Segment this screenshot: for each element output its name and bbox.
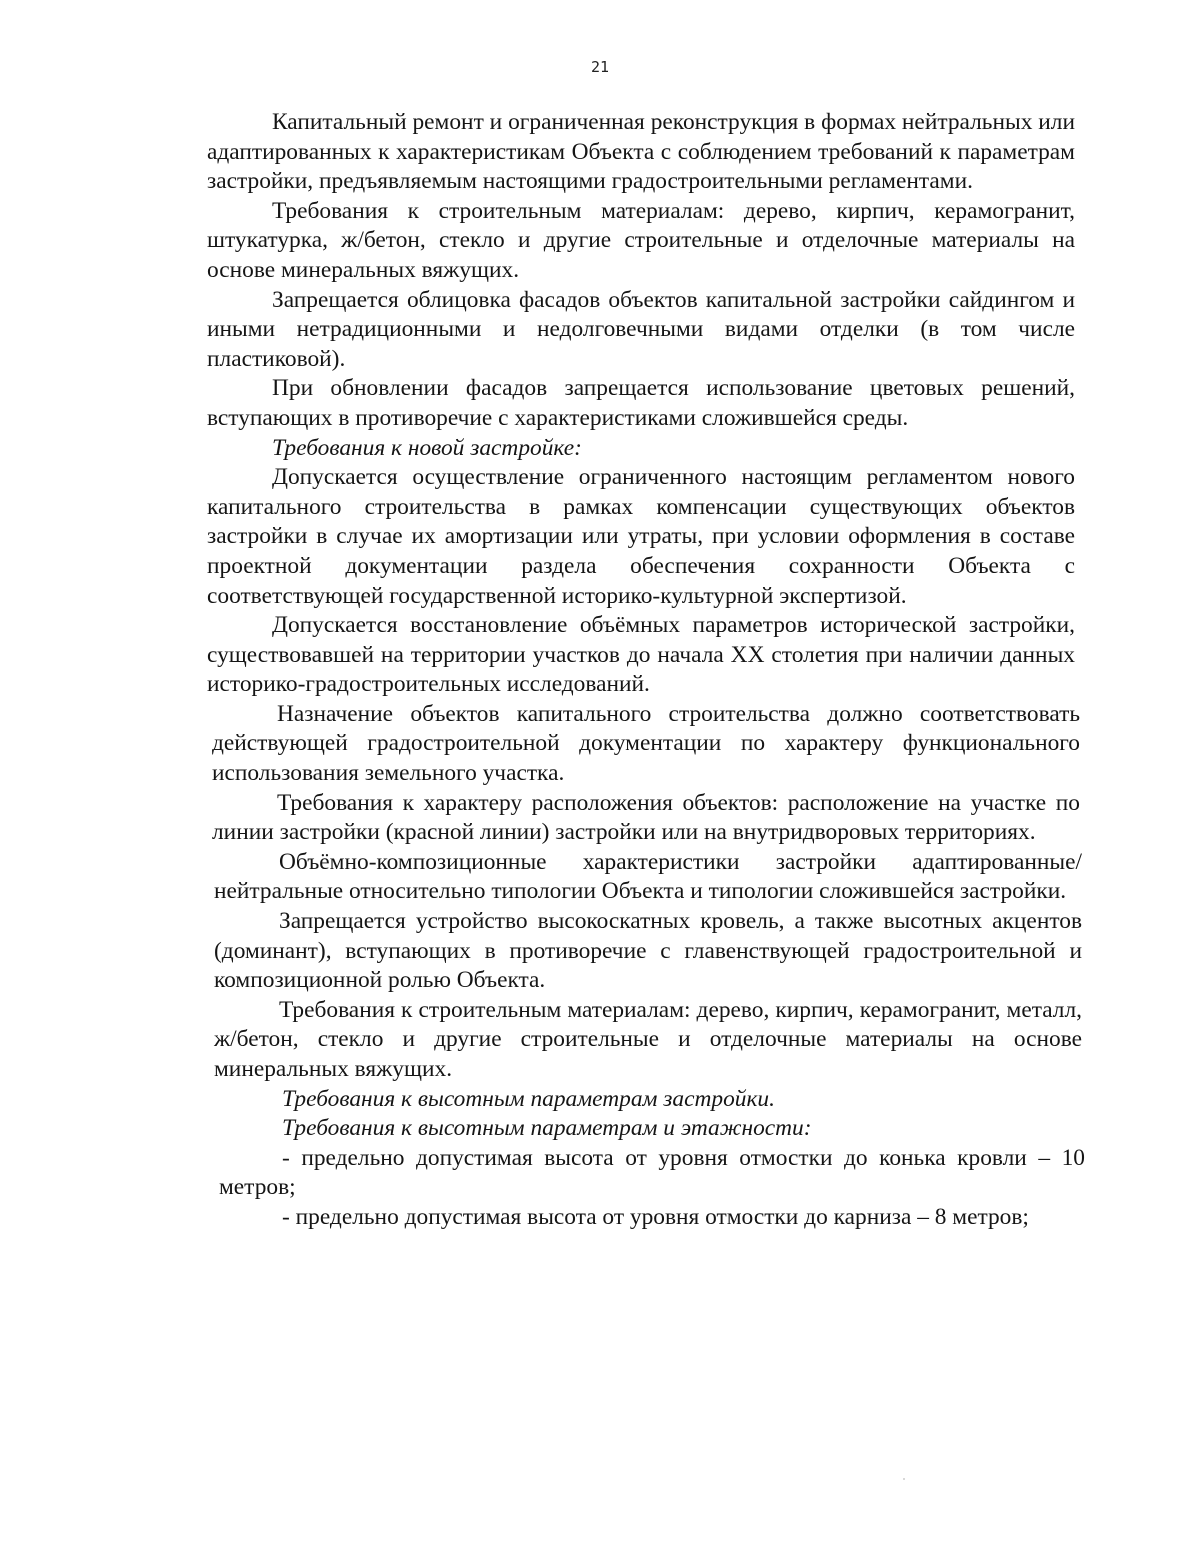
- document-body: [207, 108, 1085, 1233]
- scan-speck: [903, 1478, 905, 1480]
- paragraph-placement: Требования к характеру расположения объектов: расположение на участке по линии застройки (красной линии) застройки или на внутридворовых территориях.: [212, 789, 1080, 846]
- paragraph-capital-repair: Капитальный ремонт и ограниченная реконструкция в формах нейтральных или адаптированных к характеристикам Объекта с соблюдением требований к параметрам застройки, предъявляемым настоящими градостроительными регламентами.: [207, 109, 1075, 195]
- paragraph-purpose: Назначение объектов капитального строительства должно соответствовать действующей градостроительной документации по характеру функционального использования земельного участка.: [212, 700, 1080, 787]
- paragraph-facade-cladding-ban: Запрещается облицовка фасадов объектов капитальной застройки сайдингом и иными нетрадиционными и недолговечными видами отделки (в том числе пластиковой).: [207, 286, 1075, 372]
- paragraph-new-materials: Требования к строительным материалам: дерево, кирпич, керамогранит, металл, ж/бетон, стекло и другие строительные и отделочные материалы на основе минеральных вяжущих.: [214, 996, 1082, 1082]
- paragraph-color-solutions: При обновлении фасадов запрещается использование цветовых решений, вступающих в противоречие с характеристиками сложившейся среды.: [207, 375, 1075, 431]
- paragraph-volume-restoration: Допускается восстановление объёмных параметров исторической застройки, существовавшей на территории участков до начала XX столетия при наличии данных историко-градостроительных исследований.: [207, 612, 1075, 698]
- heading-height-parameters: Требования к высотным параметрам застройки.: [282, 1085, 775, 1112]
- paragraph-composition: Объёмно-композиционные характеристики застройки адаптированные/ нейтральные относительно типологии Объекта и типологии сложившейся застройки.: [214, 848, 1082, 905]
- page-number: 21: [590, 58, 610, 76]
- heading-new-construction: Требования к новой застройке:: [272, 434, 582, 461]
- list-item-ridge-height: - предельно допустимая высота от уровня отмостки до конька кровли – 10 метров;: [219, 1144, 1085, 1201]
- paragraph-new-construction-allowed: Допускается осуществление ограниченного настоящим регламентом нового капитального строительства в рамках компенсации существующих объектов застройки в случае их амортизации или утраты, при условии оформления в составе проектной документации раздела обеспечения сохранности Объекта с соответствующей государственной историко-культурной экспертизой.: [207, 464, 1075, 609]
- paragraph-roof-ban: Запрещается устройство высокоскатных кровель, а также высотных акцентов (доминант), вступающих в противоречие с главенствующей градостроительной и композиционной ролью Объекта.: [214, 908, 1082, 994]
- list-item-eaves-height: - предельно допустимая высота от уровня отмостки до карниза – 8 метров;: [282, 1203, 1029, 1230]
- paragraph-materials-requirements: Требования к строительным материалам: дерево, кирпич, керамогранит, штукатурка, ж/бетон, стекло и другие строительные и отделочные материалы на основе минеральных вяжущих.: [207, 197, 1075, 283]
- heading-height-and-floors: Требования к высотным параметрам и этажности:: [282, 1115, 812, 1142]
